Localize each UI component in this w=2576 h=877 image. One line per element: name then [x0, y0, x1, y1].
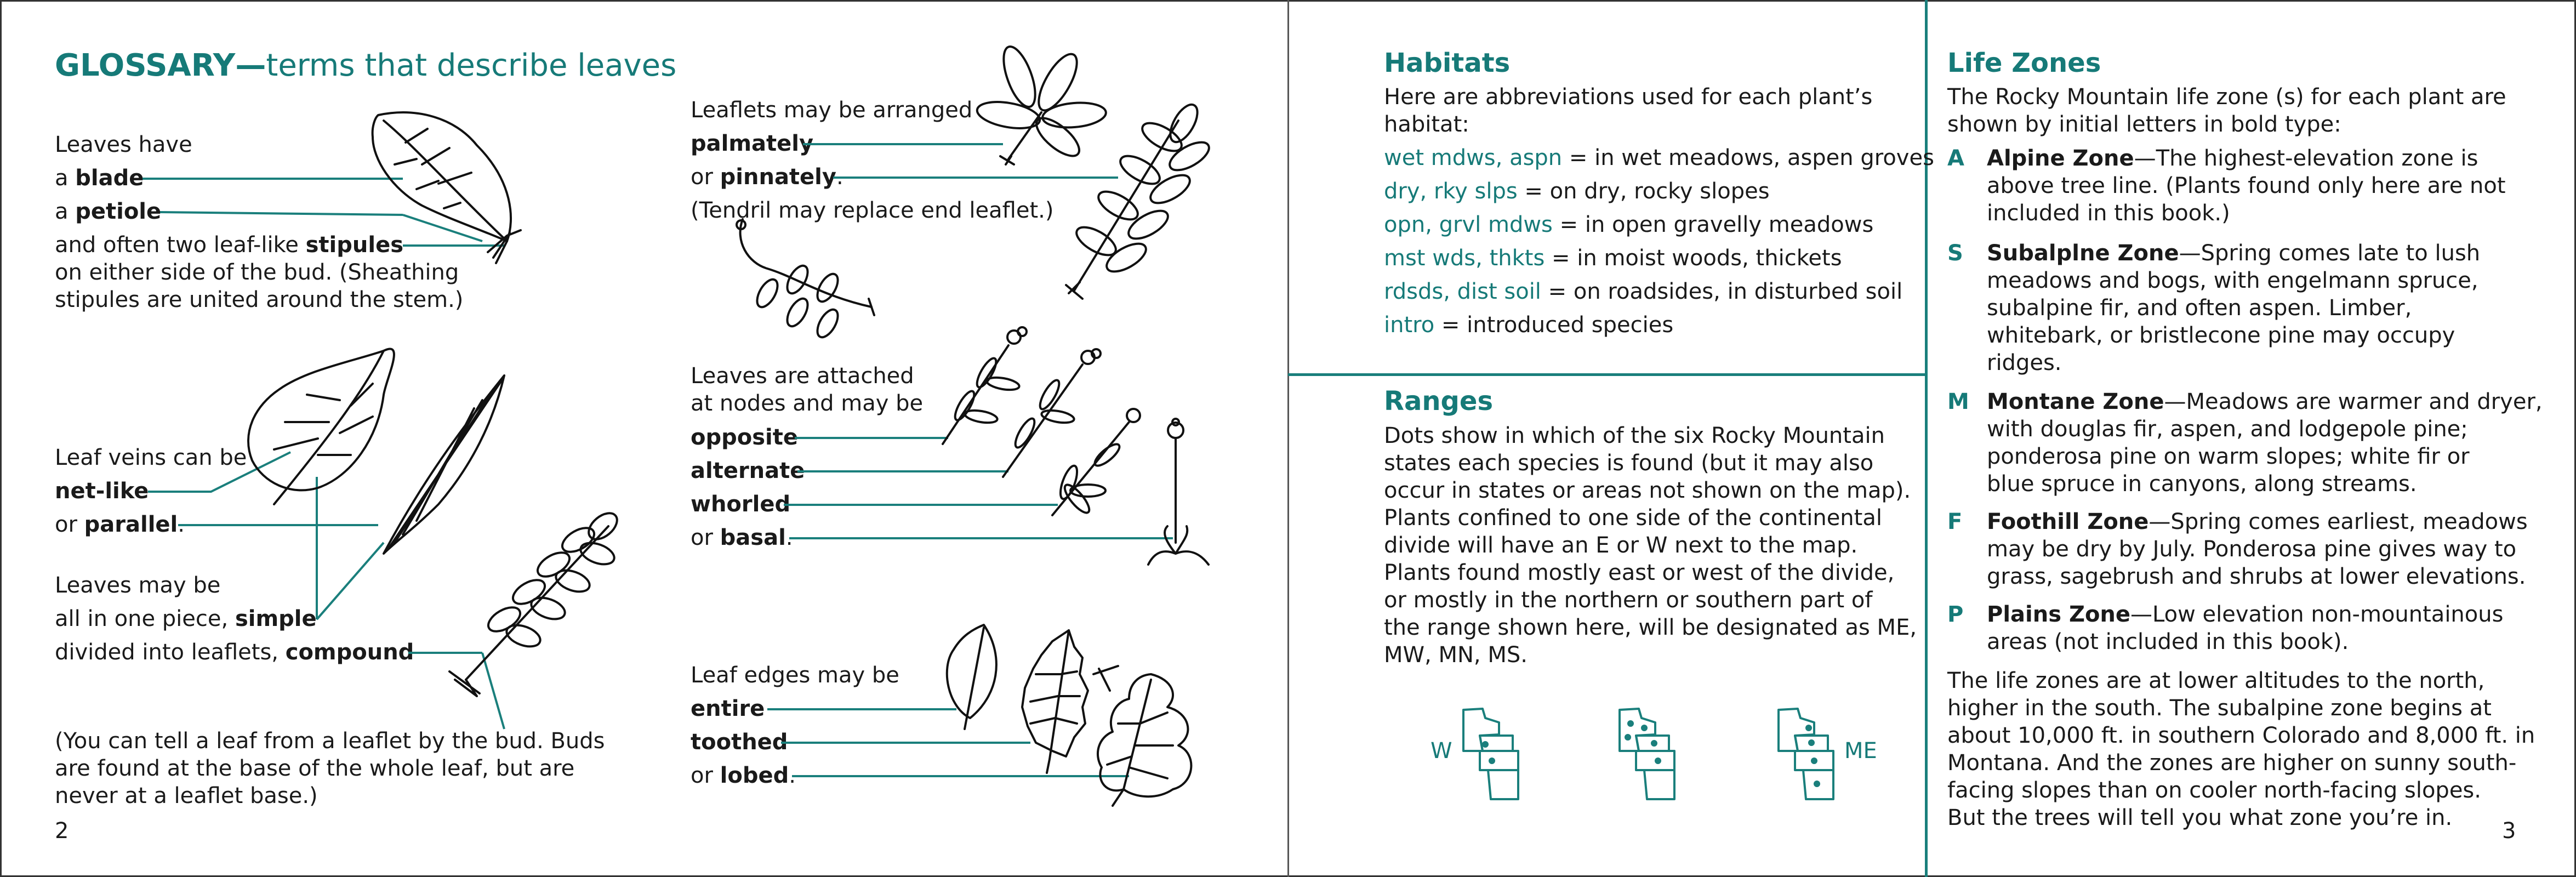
ranges-line: occur in states or areas not shown on the map). — [1384, 478, 1911, 503]
zone-desc: —Spring comes late to lush — [2179, 241, 2481, 266]
zone-letter: F — [1947, 509, 1963, 534]
leaflets-tendril: (Tendril may replace end leaflet.) — [691, 198, 1054, 223]
zone-line: whitebark, or bristlecone pine may occupy — [1987, 323, 2455, 348]
attached-line1: Leaves are attached — [691, 363, 914, 389]
lifezones-heading: Life Zones — [1947, 48, 2101, 78]
veins-or: or — [55, 512, 84, 537]
veins-dot: . — [178, 512, 185, 537]
bud-note-1: (You can tell a leaf from a leaflet by the bud. Buds — [55, 728, 605, 754]
term-compound: compound — [285, 640, 414, 665]
zone-name: Plains Zone — [1987, 602, 2131, 627]
range-map-label-w: W — [1431, 738, 1452, 764]
term-lobed: lobed — [720, 763, 789, 788]
pieces-compound-pre: divided into leaflets, — [55, 640, 286, 665]
ranges-line: Plants found mostly east or west of the divide, — [1384, 560, 1895, 585]
attached-line2: at nodes and may be — [691, 391, 924, 416]
habitat-desc: = on roadsides, in disturbed soil — [1541, 279, 1903, 304]
zone-line: ridges. — [1987, 350, 2062, 375]
edges-intro: Leaf edges may be — [691, 663, 899, 688]
habitats-intro-2: habitat: — [1384, 112, 1469, 137]
zone-first-line — [1987, 601, 2503, 628]
term-net-like: net-like — [55, 479, 149, 504]
habitat-desc: = introduced species — [1434, 312, 1674, 338]
zone-first-line — [1987, 388, 2543, 415]
zone-line: above tree line. (Plants found only here are not — [1987, 173, 2506, 198]
parts-a1: a — [55, 166, 76, 191]
habitat-abbr: rdsds, dist soil — [1384, 279, 1541, 304]
zone-line: ponderosa pine on warm slopes; white fir or — [1987, 444, 2470, 469]
term-petiole: petiole — [75, 199, 162, 224]
habitat-abbr: intro — [1384, 312, 1435, 338]
zone-line: areas (not included in this book). — [1987, 629, 2349, 654]
zone-line: blue spruce in canyons, along streams. — [1987, 471, 2417, 497]
zone-letter: P — [1947, 602, 1964, 627]
zone-name: Subalplne Zone — [1987, 241, 2179, 266]
zone-first-line — [1987, 145, 2478, 172]
habitat-abbr: mst wds, thkts — [1384, 246, 1545, 271]
zone-desc: —Meadows are warmer and dryer, — [2164, 389, 2543, 414]
bud-note-3: never at a leaflet base.) — [55, 783, 318, 808]
parts-line2: stipules are united around the stem.) — [55, 287, 464, 312]
zone-desc: —Spring comes earliest, meadows — [2148, 509, 2528, 534]
term-stipules: stipules — [305, 232, 404, 258]
zone-first-line — [1987, 240, 2480, 267]
zone-line: grass, sagebrush and shrubs at lower elevations. — [1987, 564, 2526, 589]
habitat-abbr: wet mdws, aspn — [1384, 145, 1563, 170]
zone-line: subalpine fir, and often aspen. Limber, — [1987, 295, 2412, 321]
zone-name: Alpine Zone — [1987, 146, 2134, 171]
closing-line: But the trees will tell you what zone you’re in. — [1947, 805, 2453, 830]
habitat-desc: = in moist woods, thickets — [1545, 246, 1842, 271]
term-whorled: whorled — [691, 492, 791, 517]
attached-or: or — [691, 525, 720, 550]
ranges-line: divide will have an E or W next to the map. — [1384, 533, 1858, 558]
leaflets-dot: . — [836, 164, 844, 190]
closing-line: facing slopes than on cooler north-facing slopes. — [1947, 778, 2481, 803]
lifezones-intro-2: shown by initial letters in bold type: — [1947, 112, 2341, 137]
range-map-w — [1463, 709, 1518, 799]
pieces-simple-pre: all in one piece, — [55, 606, 235, 631]
leaflets-or: or — [691, 164, 720, 190]
term-palmately: palmately — [691, 131, 814, 156]
page-number-right: 3 — [2502, 818, 2516, 844]
term-entire: entire — [691, 696, 765, 721]
zone-line: meadows and bogs, with engelmann spruce, — [1987, 268, 2478, 293]
zone-desc: —Low elevation non-mountainous — [2130, 602, 2504, 627]
pieces-intro: Leaves may be — [55, 573, 221, 598]
edges-dot: . — [789, 763, 796, 788]
ranges-line: the range shown here, will be designated as ME, — [1384, 615, 1917, 640]
term-toothed: toothed — [691, 730, 788, 755]
range-map-label-me: ME — [1844, 738, 1877, 764]
habitat-desc: = on dry, rocky slopes — [1517, 179, 1770, 204]
term-alternate: alternate — [691, 458, 805, 483]
leaflets-intro: Leaflets may be arranged — [691, 98, 973, 123]
zone-name: Foothill Zone — [1987, 509, 2149, 534]
habitat-desc: = in wet meadows, aspen groves — [1562, 145, 1934, 170]
zone-line: included in this book.) — [1987, 201, 2230, 226]
ranges-line: MW, MN, MS. — [1384, 642, 1528, 668]
ranges-line: Dots show in which of the six Rocky Mountain — [1384, 423, 1885, 448]
zone-line: may be dry by July. Ponderosa pine gives way to — [1987, 537, 2517, 562]
lifezones-intro-1: The Rocky Mountain life zone (s) for each plant are — [1947, 84, 2506, 110]
parts-line1: on either side of the bud. (Sheathing — [55, 260, 459, 285]
veins-intro: Leaf veins can be — [55, 445, 247, 470]
edges-or: or — [691, 763, 720, 788]
ranges-line: states each species is found (but it may also — [1384, 451, 1874, 476]
closing-line: about 10,000 ft. in southern Colorado and 8,000 ft. in — [1947, 723, 2535, 748]
habitat-desc: = in open gravelly meadows — [1552, 212, 1874, 237]
zone-name: Montane Zone — [1987, 389, 2164, 414]
ranges-heading: Ranges — [1384, 386, 1494, 417]
parts-intro: Leaves have — [55, 132, 192, 157]
term-parallel: parallel — [84, 512, 178, 537]
bud-note-2: are found at the base of the whole leaf, but are — [55, 756, 575, 781]
glossary-title-rest: terms that describe leaves — [266, 48, 677, 83]
habitats-intro-1: Here are abbreviations used for each plant’s — [1384, 84, 1873, 110]
range-map-center — [1620, 709, 1674, 799]
page-number-left: 2 — [55, 818, 69, 844]
term-simple: simple — [235, 606, 317, 631]
ranges-line: or mostly in the northern or southern part of — [1384, 588, 1873, 613]
term-blade: blade — [75, 166, 144, 191]
range-map-me — [1779, 709, 1833, 799]
term-basal: basal — [720, 525, 786, 550]
zone-desc: —The highest-elevation zone is — [2134, 146, 2478, 171]
zone-line: with douglas fir, aspen, and lodgepole pine; — [1987, 417, 2468, 442]
attached-dot: . — [785, 525, 793, 550]
zone-letter: A — [1947, 146, 1964, 171]
habitats-heading: Habitats — [1384, 48, 1511, 78]
habitat-abbr: opn, grvl mdws — [1384, 212, 1553, 237]
zone-first-line — [1987, 508, 2528, 536]
closing-line: The life zones are at lower altitudes to the north, — [1947, 668, 2485, 693]
habitat-abbr: dry, rky slps — [1384, 179, 1518, 204]
ranges-line: Plants confined to one side of the continental — [1384, 505, 1882, 531]
closing-line: Montana. And the zones are higher on sunny south- — [1947, 750, 2517, 776]
zone-letter: S — [1947, 241, 1963, 266]
parts-a2: a — [55, 199, 76, 224]
closing-line: higher in the south. The subalpine zone begins at — [1947, 696, 2492, 721]
glossary-title-bold: GLOSSARY— — [55, 48, 266, 83]
parts-stip-pre: and often two leaf-like — [55, 232, 306, 258]
term-opposite: opposite — [691, 425, 798, 450]
zone-letter: M — [1947, 389, 1969, 414]
term-pinnately: pinnately — [720, 164, 836, 190]
